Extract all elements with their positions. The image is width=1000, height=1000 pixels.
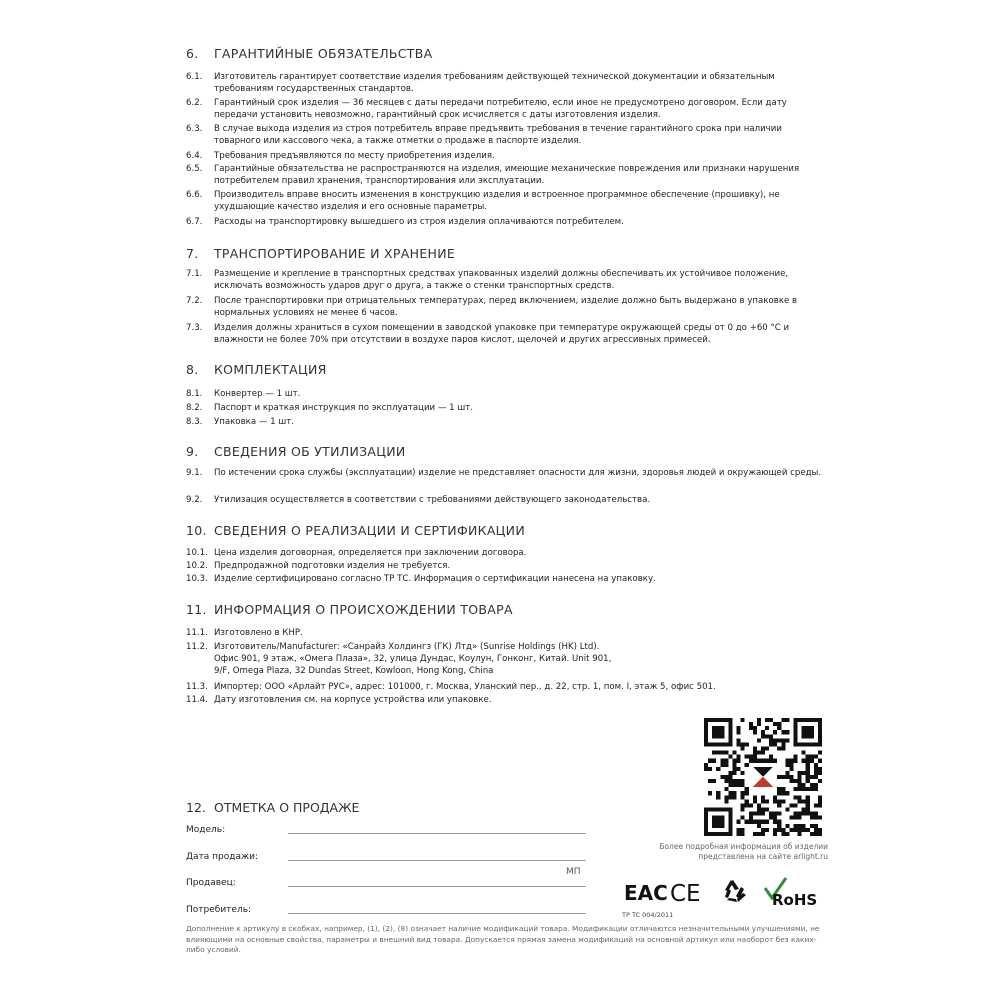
list-item xyxy=(186,123,826,147)
item-number: 9.2. xyxy=(186,495,203,505)
item-text: Производитель вправе вносить изменения в конструкцию изделия и встроенное программное обеспечение (прошивку), не ухудшающие качество изделия и его основные параметры. xyxy=(214,190,780,212)
sale-date-label: Дата продажи: xyxy=(186,852,258,862)
list-item xyxy=(186,560,826,572)
customer-field[interactable] xyxy=(288,913,586,914)
item-number: 6.7. xyxy=(186,217,203,227)
item-number: 11.4. xyxy=(186,695,208,705)
section-heading xyxy=(186,362,327,377)
list-item xyxy=(186,163,826,187)
model-label: Модель: xyxy=(186,825,226,835)
list-item xyxy=(186,97,826,121)
item-text: Дату изготовления см. на корпусе устройства или упаковке. xyxy=(214,695,492,705)
item-number: 11.2. xyxy=(186,642,208,652)
recycle-icon xyxy=(725,880,746,902)
section-heading xyxy=(186,444,406,459)
list-item xyxy=(186,189,826,213)
item-text: Размещение и крепление в транспортных средствах упакованных изделий должны обеспечивать их устойчивое положение, исключать возможность ударов друг о друга, а также о стенки транспортных средств. xyxy=(214,269,789,291)
item-number: 9.1. xyxy=(186,468,203,478)
item-number: 10.3. xyxy=(186,574,208,584)
section-heading xyxy=(186,46,432,61)
section-number: 7. xyxy=(186,246,199,261)
seller-field[interactable] xyxy=(288,886,586,887)
list-item xyxy=(186,216,826,228)
item-text: Расходы на транспортировку вышедшего из строя изделия оплачиваются потребителем. xyxy=(214,217,624,227)
list-item xyxy=(186,681,826,693)
list-item xyxy=(186,322,826,346)
item-text: Цена изделия договорная, определяется при заключении договора. xyxy=(214,548,527,558)
section-number: 11. xyxy=(186,602,207,617)
item-text: Требования предъявляются по месту приобретения изделия. xyxy=(214,151,495,161)
section-title: ТРАНСПОРТИРОВАНИЕ И ХРАНЕНИЕ xyxy=(214,246,456,261)
list-item xyxy=(186,268,826,292)
item-text: В случае выхода изделия из строя потребитель вправе предъявить требования в течение гарантийного срока при наличии товарного или кассового чека, а также отметки о продаже в паспорте изделия. xyxy=(214,124,782,146)
list-item xyxy=(186,388,826,400)
item-text: Изготовитель/Manufacturer: «Санрайз Холдингз (ГК) Лтд» (Sunrise Holdings (HK) Ltd). Офис 901, 9 этаж, «Омега Плаза», 32, улица Дундас, Коулун, Гонконг, Китай. Unit 901, 9/F, Omega Plaza, 32 Dundas Street, Kowloon, Hong Kong, China xyxy=(214,642,612,676)
list-item xyxy=(186,641,626,677)
seller-label: Продавец: xyxy=(186,878,236,888)
list-item xyxy=(186,71,826,95)
item-number: 8.2. xyxy=(186,403,203,413)
item-number: 8.3. xyxy=(186,417,203,427)
section-title: ГАРАНТИЙНЫЕ ОБЯЗАТЕЛЬСТВА xyxy=(214,46,433,61)
section-number: 6. xyxy=(186,46,199,61)
item-number: 11.1. xyxy=(186,628,208,638)
section-heading xyxy=(186,602,513,617)
list-item xyxy=(186,547,826,559)
list-item xyxy=(186,295,826,319)
item-text: После транспортировки при отрицательных температурах, перед включением, изделие должно быть выдержано в упаковке в нормальных условиях не менее 6 часов. xyxy=(214,296,798,318)
item-text: Утилизация осуществляется в соответствии с требованиями действующего законодательства. xyxy=(214,495,651,505)
section-number: 9. xyxy=(186,444,199,459)
section-heading xyxy=(186,246,455,261)
arlight-logo-icon xyxy=(749,763,777,791)
sale-date-field[interactable] xyxy=(288,860,586,861)
section-title: СВЕДЕНИЯ О РЕАЛИЗАЦИИ И СЕРТИФИКАЦИИ xyxy=(214,523,525,538)
item-number: 7.3. xyxy=(186,323,203,333)
item-number: 10.2. xyxy=(186,561,208,571)
footnote: Дополнение к артикулу в скобках, например, (1), (2), (8) означает наличие модификаций товара. Модификации отличаются незначительными улучшениями, не влияющими на основные свойства, параметры и внешний вид товара. Допускается прямая замена модификаций на основной артикул или наоборот без каких-либо условий. xyxy=(186,924,820,954)
section-title: ОТМЕТКА О ПРОДАЖЕ xyxy=(214,800,360,815)
section-heading xyxy=(186,523,525,538)
item-number: 6.2. xyxy=(186,98,203,108)
tr-ts-code: TP TC 004/2011 xyxy=(622,911,674,919)
item-number: 6.5. xyxy=(186,164,203,174)
ce-mark-icon xyxy=(670,881,701,907)
section-title: ИНФОРМАЦИЯ О ПРОИСХОЖДЕНИИ ТОВАРА xyxy=(214,602,513,617)
section-number: 10. xyxy=(186,523,207,538)
item-number: 8.1. xyxy=(186,389,203,399)
stamp-place-label: МП xyxy=(566,867,581,877)
list-item xyxy=(186,694,826,706)
ce-text: CE xyxy=(670,881,701,907)
list-item xyxy=(186,573,826,585)
list-item xyxy=(186,467,826,479)
eac-text: EAC xyxy=(624,881,668,905)
list-item xyxy=(186,494,826,506)
rohs-mark-icon xyxy=(765,878,817,909)
list-item xyxy=(186,402,826,414)
section-heading xyxy=(186,800,359,815)
item-number: 11.3. xyxy=(186,682,208,692)
item-text: Изготовитель гарантирует соответствие изделия требованиям действующей технической документации и обязательным требованиям государственных стандартов. xyxy=(214,72,775,94)
section-title: СВЕДЕНИЯ ОБ УТИЛИЗАЦИИ xyxy=(214,444,406,459)
item-number: 6.6. xyxy=(186,190,203,200)
item-number: 6.4. xyxy=(186,151,203,161)
item-text: Конвертер — 1 шт. xyxy=(214,389,301,399)
item-number: 6.1. xyxy=(186,72,203,82)
qr-caption: Более подробная информация об изделии представлена на сайте arlight.ru xyxy=(659,842,828,861)
item-text: Импортер: ООО «Арлайт РУС», адрес: 101000, г. Москва, Уланский пер., д. 22, стр. 1, пом. I, этаж 5, офис 501. xyxy=(214,682,716,692)
customer-label: Потребитель: xyxy=(186,905,252,915)
section-title: КОМПЛЕКТАЦИЯ xyxy=(214,362,327,377)
certification-marks xyxy=(622,874,832,914)
item-number: 6.3. xyxy=(186,124,203,134)
item-text: По истечении срока службы (эксплуатации) изделие не представляет опасности для жизни, здоровья людей и окружающей среды. xyxy=(214,468,822,478)
item-number: 10.1. xyxy=(186,548,208,558)
item-text: Изделия должны храниться в сухом помещении в заводской упаковке при температуре окружающей среды от 0 до +60 °C и влажности не более 70% при отсутствии в воздухе паров кислот, щелочей и других агрессивных примесей. xyxy=(214,323,790,345)
section-number: 8. xyxy=(186,362,199,377)
item-text: Изделие сертифицировано согласно ТР ТС. Информация о сертификации нанесена на упаковку. xyxy=(214,574,656,584)
item-text: Паспорт и краткая инструкция по эксплуатации — 1 шт. xyxy=(214,403,473,413)
item-text: Упаковка — 1 шт. xyxy=(214,417,294,427)
item-text: Предпродажной подготовки изделия не требуется. xyxy=(214,561,451,571)
list-item xyxy=(186,627,826,639)
model-field[interactable] xyxy=(288,833,586,834)
eac-mark-icon xyxy=(624,881,668,905)
item-number: 7.2. xyxy=(186,296,203,306)
rohs-text: RoHS xyxy=(772,891,818,909)
item-text: Изготовлено в КНР. xyxy=(214,628,303,638)
item-number: 7.1. xyxy=(186,269,203,279)
qr-code xyxy=(704,718,822,836)
list-item xyxy=(186,416,826,428)
item-text: Гарантийный срок изделия — 36 месяцев с даты передачи потребителю, если иное не предусмотрено договором. Если дату передачи установить невозможно, гарантийный срок исчисляется с даты изготовления изделия. xyxy=(214,98,787,120)
section-number: 12. xyxy=(186,800,206,815)
item-text: Гарантийные обязательства не распространяются на изделия, имеющие механические повреждения или признаки нарушения потребителем правил хранения, транспортирования или эксплуатации. xyxy=(214,164,800,186)
list-item xyxy=(186,150,826,162)
